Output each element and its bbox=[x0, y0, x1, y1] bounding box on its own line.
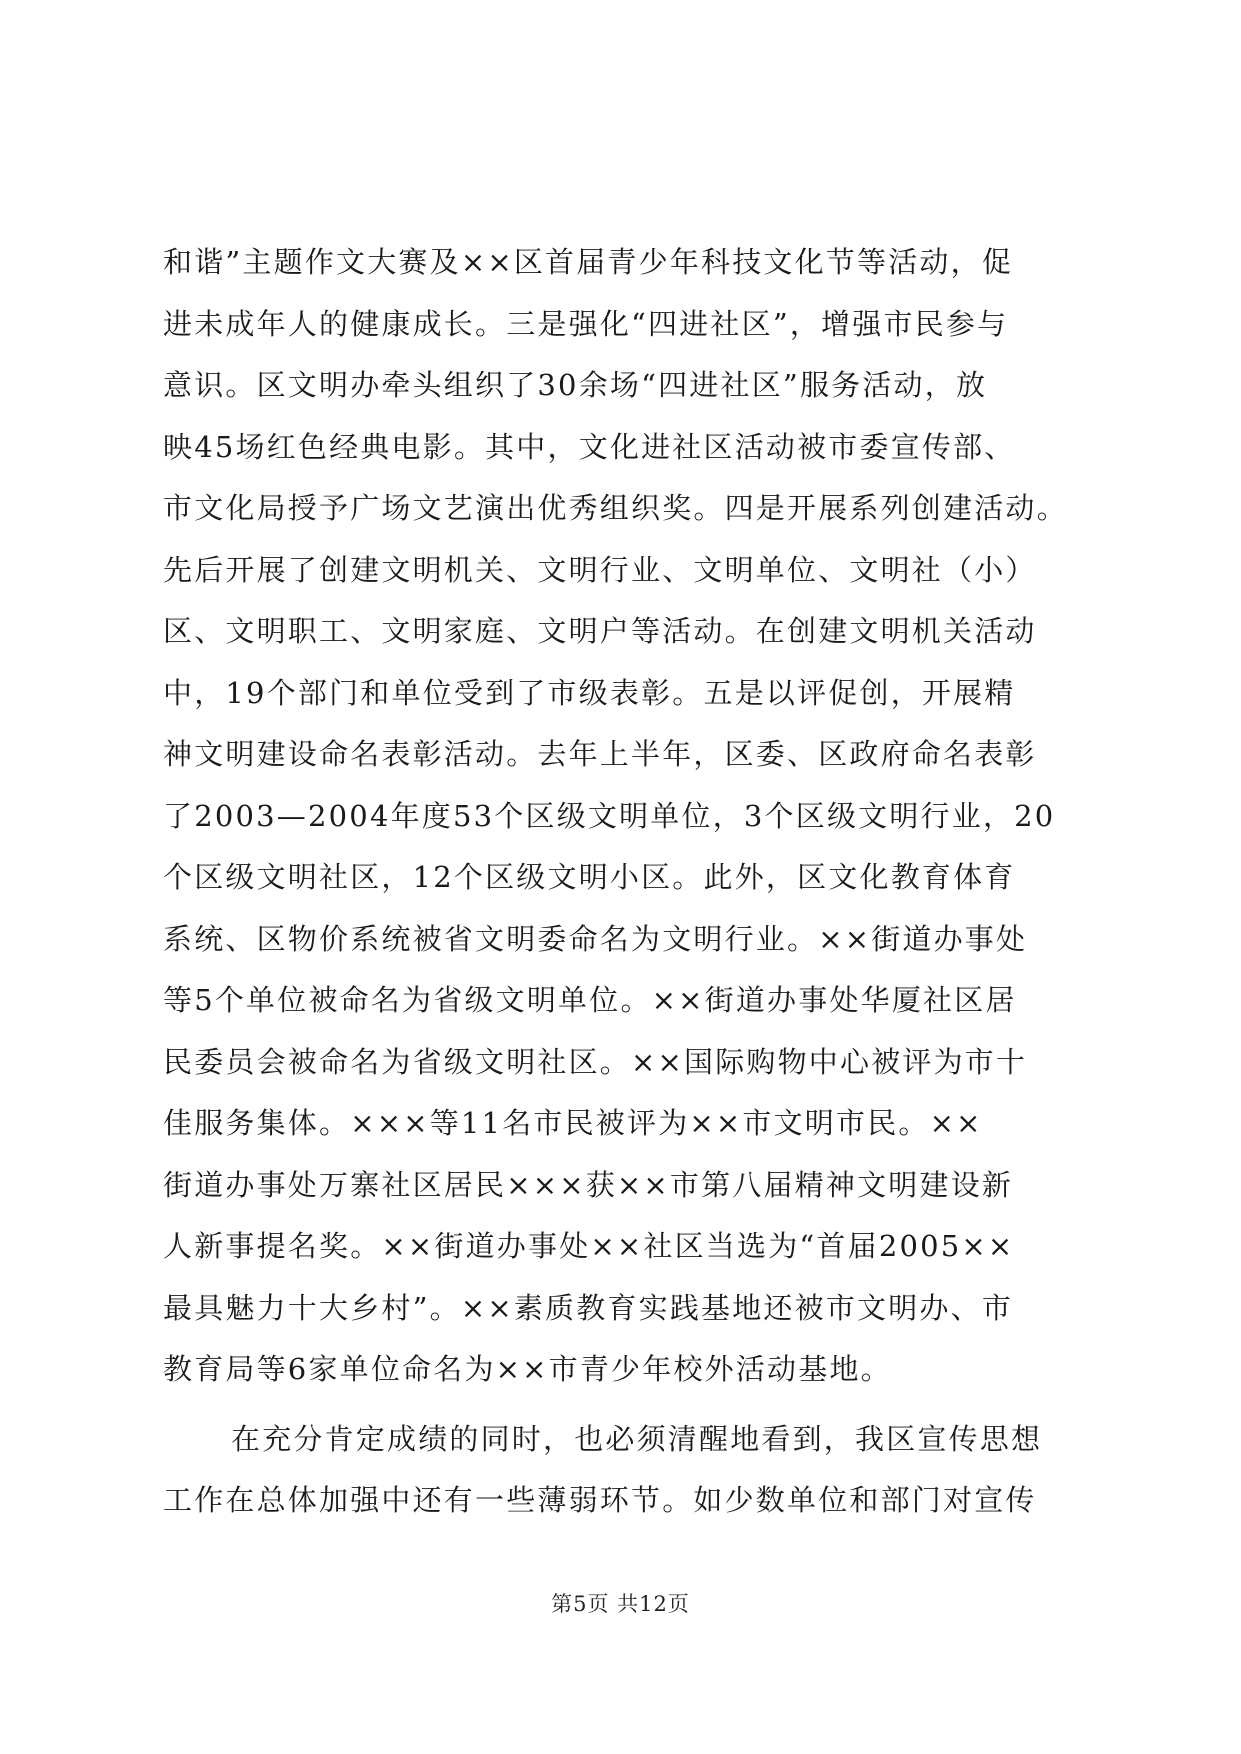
text-line: 神文明建设命名表彰活动。去年上半年，区委、区政府命名表彰 bbox=[163, 737, 1037, 771]
text-line: 进未成年人的健康成长。三是强化“四进社区”，增强市民参与 bbox=[163, 306, 1009, 341]
text-line: 先后开展了创建文明机关、文明行业、文明单位、文明社（小） bbox=[163, 552, 1037, 587]
text-line: 区、文明职工、文明家庭、文明户等活动。在创建文明机关活动 bbox=[163, 614, 1037, 648]
text-line: 民委员会被命名为省级文明社区。××国际购物中心被评为市十 bbox=[163, 1044, 1028, 1079]
text-line: 工作在总体加强中还有一些薄弱环节。如少数单位和部门对宣传 bbox=[163, 1483, 1037, 1517]
text-line: 中，19个部门和单位受到了市级表彰。五是以评促创，开展精 bbox=[163, 675, 1016, 710]
paragraph-gap bbox=[163, 1401, 1083, 1409]
text-line: 系统、区物价系统被省文明委命名为文明行业。××街道办事处 bbox=[163, 921, 1028, 956]
text-line: 市文化局授予广场文艺演出优秀组织奖。四是开展系列创建活动。 bbox=[163, 491, 1068, 525]
text-line: 街道办事处万寨社区居民×××获××市第八届精神文明建设新 bbox=[163, 1167, 1014, 1202]
document-body bbox=[163, 232, 1083, 1532]
text-line: 和谐”主题作文大赛及××区首届青少年科技文化节等活动，促 bbox=[163, 245, 1014, 279]
text-line: 最具魅力十大乡村”。××素质教育实践基地还被市文明办、市 bbox=[163, 1290, 1014, 1325]
page-number-footer: 第5页 共12页 bbox=[551, 1592, 690, 1616]
text-line: 人新事提名奖。××街道办事处××社区当选为“首届2005×× bbox=[163, 1229, 1015, 1263]
text-line: 了2003—2004年度53个区级文明单位，3个区级文明行业，20 bbox=[163, 798, 1056, 833]
text-line: 等5个单位被命名为省级文明单位。××街道办事处华厦社区居 bbox=[163, 983, 1017, 1017]
text-line: 意识。区文明办牵头组织了30余场“四进社区”服务活动，放 bbox=[163, 368, 988, 402]
text-line: 在充分肯定成绩的同时，也必须清醒地看到，我区宣传思想 bbox=[231, 1421, 1043, 1456]
text-line: 佳服务集体。×××等11名市民被评为××市文明市民。×× bbox=[163, 1106, 983, 1140]
text-line: 教育局等6家单位命名为××市青少年校外活动基地。 bbox=[163, 1352, 892, 1386]
text-line: 映45场红色经典电影。其中，文化进社区活动被市委宣传部、 bbox=[163, 429, 1016, 464]
text-line: 个区级文明社区，12个区级文明小区。此外，区文化教育体育 bbox=[163, 860, 1016, 894]
